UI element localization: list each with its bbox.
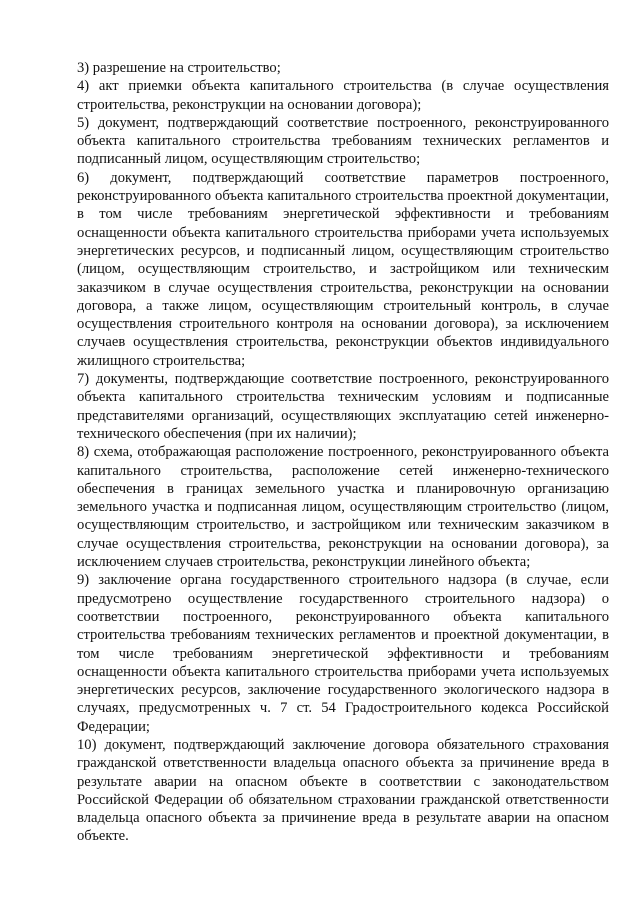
list-item-7: 7) документы, подтверждающие соответствие построенного, реконструированного объекта капитального строительства техническим условиям и подписанные представителями организаций, осуществляющих эксплуатацию сетей инженерно-технического обеспечения (при их наличии); [77, 371, 609, 442]
list-item-5: 5) документ, подтверждающий соответствие построенного, реконструированного объекта капитального строительства требованиям технических регламентов и подписанный лицом, осуществляющим строительство; [77, 114, 609, 168]
list-item-4: 4) акт приемки объекта капитального строительства (в случае осуществления строительства, реконструкции на основании договора); [77, 78, 609, 113]
list-item-3: 3) разрешение на строительство; [77, 60, 281, 76]
list-item-9: 9) заключение органа государственного строительного надзора (в случае, если предусмотрено осуществление государственного строительного надзора) о соответствии построенного, реконструированного объекта капитального строительства требованиям технических регламентов и проектной документации, в том числе требованиям энергетической эффективности и требованиям оснащенности объекта капитального строительства приборами учета используемых энергетических ресурсов, заключение государственного экологического надзора в случаях, предусмотренных ч. 7 ст. 54 Градостроительного кодекса Российской Федерации; [77, 572, 609, 735]
document-page [77, 59, 609, 846]
list-item-6: 6) документ, подтверждающий соответствие параметров построенного, реконструированного объекта капитального строительства проектной документации, в том числе требованиям энергетической эффективности и требованиям оснащенности объекта капитального строительства приборами учета используемых энергетических ресурсов, и подписанный лицом, осуществляющим строительство (лицом, осуществляющим строительство, и застройщиком или техническим заказчиком в случае осуществления строительства, реконструкции на основании договора, а также лицом, осуществляющим строительный контроль, в случае осуществления строительного контроля на основании договора), за исключением случаев осуществления строительства, реконструкции объектов индивидуального жилищного строительства; [77, 169, 609, 369]
list-item-8: 8) схема, отображающая расположение построенного, реконструированного объекта капитального строительства, расположение сетей инженерно-технического обеспечения в границах земельного участка и планировочную организацию земельного участка и подписанная лицом, осуществляющим строительство (лицом, осуществляющим строительство, и застройщиком или техническим заказчиком в случае осуществления строительства, реконструкции на основании договора), за исключением случаев строительства, реконструкции линейного объекта; [77, 444, 609, 571]
list-item-10: 10) документ, подтверждающий заключение договора обязательного страхования гражданской ответственности владельца опасного объекта за причинение вреда в результате аварии на опасном объекте в соответствии с законодательством Российской Федерации об обязательном страховании гражданской ответственности владельца опасного объекта за причинение вреда в результате аварии на опасном объекте. [77, 736, 609, 845]
